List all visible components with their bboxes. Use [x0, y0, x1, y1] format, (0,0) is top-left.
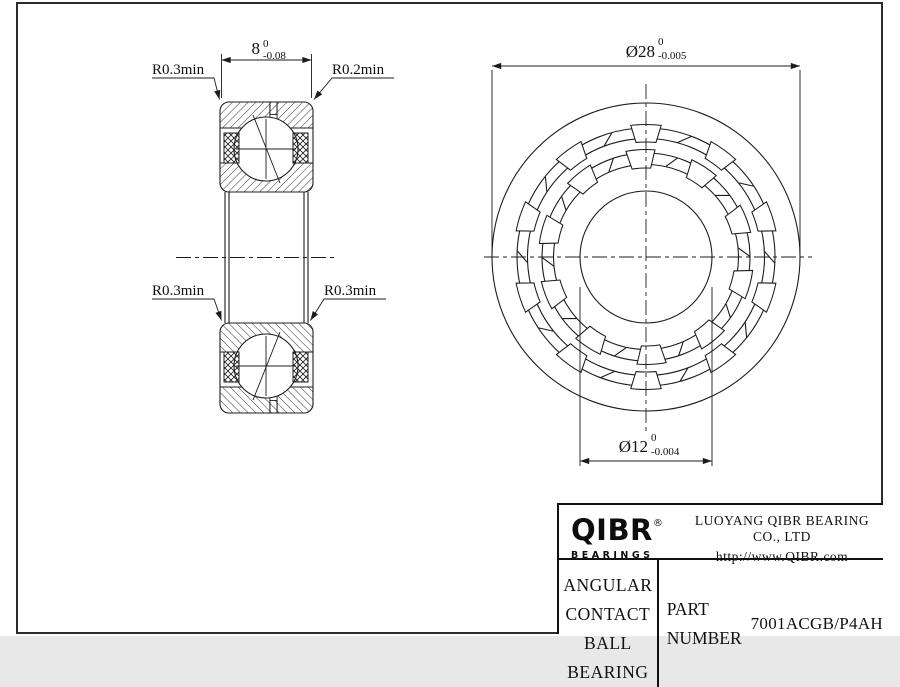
- cage-pocket: [705, 344, 735, 373]
- width-dim-upper-tol: 0: [263, 38, 269, 50]
- cage-bar: [601, 372, 615, 378]
- cage-pocket: [725, 205, 750, 234]
- cage-pocket: [556, 344, 586, 373]
- cage-bar: [542, 258, 553, 266]
- ring-groove-detail: [270, 102, 277, 115]
- cage-pocket: [752, 202, 776, 231]
- cage-bar: [609, 159, 613, 172]
- cage-section-right: [293, 133, 308, 163]
- cage-bar: [679, 342, 683, 355]
- width-dim-lower-tol: -0.08: [263, 50, 286, 62]
- cage-bar: [745, 322, 746, 337]
- part-number-value: 7001ACGB/P4AH: [751, 614, 883, 634]
- cage-bar: [615, 348, 626, 356]
- company-logo: [559, 505, 681, 558]
- part-number-cell: [659, 560, 883, 687]
- cage-bar: [726, 304, 730, 317]
- callout-bottom-right: R0.3min: [324, 283, 377, 299]
- cage-pocket: [686, 160, 716, 188]
- cross-section-lower-half: [220, 323, 313, 414]
- part-number-label: PART NUMBER: [667, 595, 742, 653]
- logo-wordmark: QIBR: [571, 513, 653, 547]
- title-block-header-row: [559, 505, 883, 560]
- product-name-cell: [559, 560, 659, 687]
- cage-pocket: [516, 202, 540, 231]
- callout-top-right: R0.2min: [332, 62, 385, 78]
- bore-dia-value: Ø12: [619, 437, 648, 456]
- outer-dia-upper-tol: 0: [658, 36, 664, 48]
- cage-pocket: [541, 280, 566, 309]
- company-website: http://www.QIBR.com: [681, 549, 883, 565]
- cage-pocket: [539, 215, 563, 243]
- cage-section-left: [224, 133, 239, 163]
- cage-pocket: [705, 142, 735, 171]
- product-name-line2: BALL BEARING: [559, 629, 657, 687]
- cage-bar: [678, 137, 692, 143]
- bore-dia-lower-tol: -0.004: [651, 446, 680, 458]
- width-dim-value: 8: [252, 39, 261, 58]
- cage-bar: [545, 177, 546, 192]
- cage-bar: [562, 197, 566, 210]
- outer-dia-value: Ø28: [626, 42, 655, 61]
- cage-pocket: [752, 283, 776, 312]
- company-info: [681, 505, 883, 558]
- registered-trademark-icon: ®: [653, 518, 663, 529]
- cross-section-upper-half: [220, 101, 313, 192]
- cage-bar: [666, 158, 677, 166]
- width-dimension: [222, 38, 312, 98]
- product-name-line1: ANGULAR CONTACT: [559, 571, 657, 629]
- cage-pocket: [556, 142, 586, 171]
- cage-bar: [738, 248, 749, 256]
- callout-bottom-left: R0.3min: [152, 283, 205, 299]
- front-view: [484, 84, 812, 432]
- outer-dia-lower-tol: -0.005: [658, 50, 687, 62]
- callout-top-left: R0.3min: [152, 62, 205, 78]
- cross-section-view: [176, 101, 334, 414]
- cage-pocket: [516, 283, 540, 312]
- cage-pocket: [729, 270, 753, 298]
- title-block-detail-row: [559, 560, 883, 687]
- title-block: [557, 503, 883, 634]
- logo-subtitle: BEARINGS: [571, 550, 681, 561]
- bore-dia-upper-tol: 0: [651, 432, 657, 444]
- company-name: LUOYANG QIBR BEARING CO., LTD: [681, 513, 883, 545]
